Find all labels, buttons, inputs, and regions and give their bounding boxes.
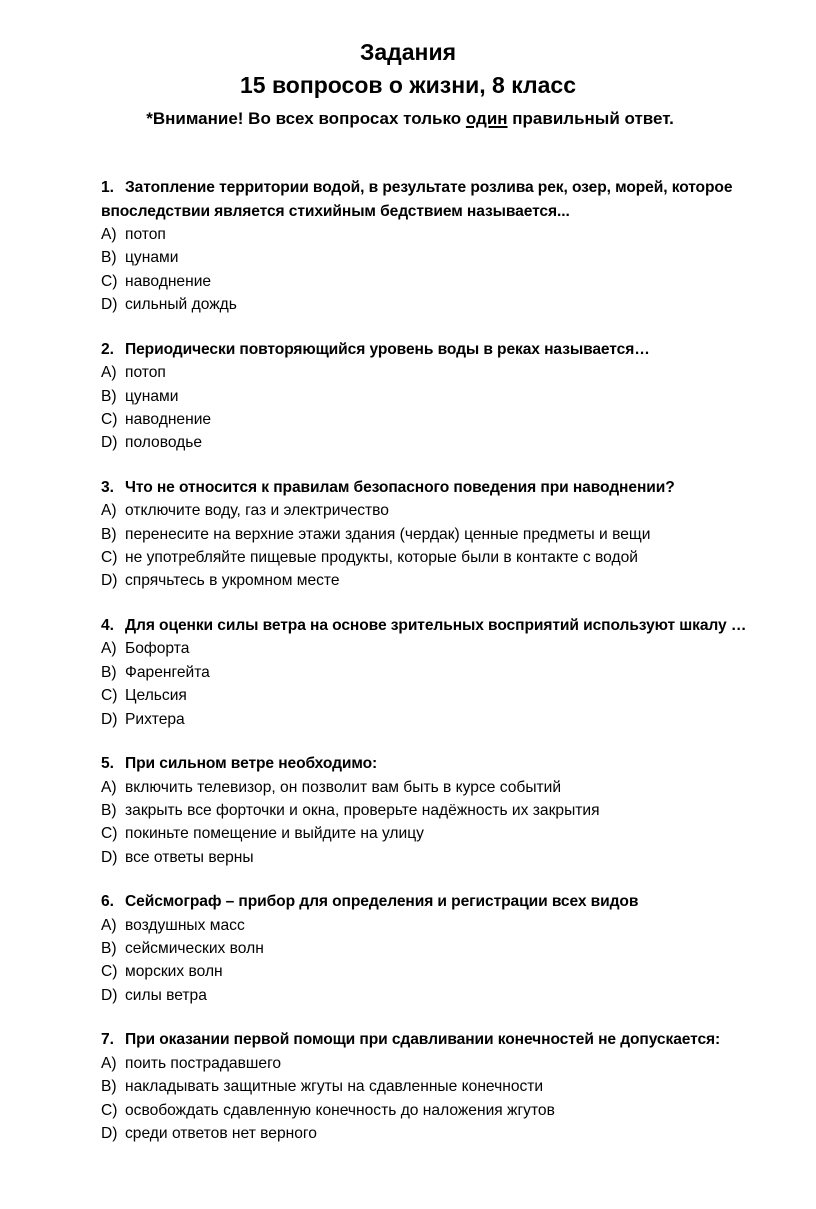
option-text: Рихтера (125, 710, 185, 728)
answer-option-a[interactable] (101, 499, 801, 522)
option-text: не употребляйте пищевые продукты, которые были в контакте с водой (125, 549, 638, 567)
question-text (101, 614, 801, 638)
answer-option-b[interactable] (101, 523, 801, 546)
answer-option-c[interactable] (101, 960, 801, 983)
answer-option-a[interactable] (101, 637, 801, 660)
option-text: покиньте помещение и выйдите на улицу (125, 825, 424, 843)
option-letter: A) (101, 364, 117, 382)
option-text: накладывать защитные жгуты на сдавленные конечности (125, 1078, 544, 1096)
option-text: потоп (125, 226, 166, 243)
answer-option-d[interactable] (101, 569, 801, 592)
document-header (0, 36, 816, 132)
option-letter: C) (101, 1101, 118, 1119)
option-letter: B) (101, 940, 117, 958)
answer-option-d[interactable] (101, 293, 801, 316)
question-body: Периодически повторяющийся уровень воды в реках называется… (125, 340, 650, 358)
question-number: 3. (101, 478, 114, 496)
answer-options (101, 499, 801, 593)
question-text (101, 752, 801, 776)
option-letter: C) (101, 963, 118, 981)
question-text (101, 890, 801, 914)
option-letter: C) (101, 410, 118, 428)
option-letter: C) (101, 825, 118, 843)
answer-option-a[interactable] (101, 1052, 801, 1075)
option-letter: C) (101, 549, 118, 567)
question-body: Что не относится к правилам безопасного поведения при наводнении? (125, 478, 675, 496)
option-letter: D) (101, 296, 118, 314)
question-6 (101, 890, 801, 1007)
question-text (101, 176, 801, 223)
question-number: 5. (101, 755, 114, 772)
option-text: морских волн (125, 963, 223, 981)
answer-options (101, 223, 801, 317)
question-number: 6. (101, 893, 114, 911)
notice-underlined-word: один (465, 109, 508, 128)
option-letter: A) (101, 1054, 117, 1072)
option-letter: D) (101, 434, 118, 452)
option-text: силы ветра (125, 986, 207, 1004)
option-text: воздушных масс (125, 916, 245, 934)
page-subtitle: 15 вопросов о жизни, 8 класс (239, 72, 576, 98)
page-title: Задания (359, 39, 457, 65)
option-text: потоп (125, 364, 166, 382)
option-text: отключите воду, газ и электричество (125, 502, 389, 520)
attention-notice (0, 106, 816, 132)
question-text (101, 1028, 801, 1052)
option-text: цунами (125, 387, 179, 405)
question-number: 4. (101, 616, 114, 634)
option-text: перенесите на верхние этажи здания (чердак) ценные предметы и вещи (125, 525, 651, 543)
question-text (101, 476, 801, 500)
option-letter: A) (101, 778, 117, 796)
option-text: спрячьтесь в укромном месте (125, 572, 340, 590)
question-list (101, 176, 801, 1166)
option-letter: B) (101, 525, 117, 543)
option-letter: A) (101, 916, 117, 934)
answer-option-b[interactable] (101, 385, 801, 408)
option-letter: B) (101, 387, 117, 405)
option-text: среди ответов нет верного (125, 1124, 317, 1142)
answer-option-a[interactable] (101, 776, 801, 799)
option-letter: D) (101, 1124, 118, 1142)
option-text: закрыть все форточки и окна, проверьте надёжность их закрытия (125, 801, 600, 819)
answer-option-d[interactable] (101, 1122, 801, 1145)
answer-option-c[interactable] (101, 546, 801, 569)
option-letter: A) (101, 226, 117, 243)
option-text: поить пострадавшего (125, 1054, 282, 1072)
answer-option-c[interactable] (101, 270, 801, 293)
option-letter: A) (101, 502, 117, 520)
option-text: цунами (125, 249, 179, 267)
answer-option-c[interactable] (101, 822, 801, 845)
question-text (101, 338, 801, 362)
question-3 (101, 476, 801, 593)
answer-options (101, 361, 801, 455)
answer-options (101, 637, 801, 731)
answer-option-b[interactable] (101, 937, 801, 960)
option-text: включить телевизор, он позволит вам быть в курсе событий (125, 778, 562, 796)
option-text: сейсмических волн (125, 940, 264, 958)
question-7 (101, 1028, 801, 1145)
question-2 (101, 338, 801, 455)
option-text: все ответы верны (125, 848, 254, 866)
answer-option-d[interactable] (101, 984, 801, 1007)
option-text: Фаренгейта (125, 663, 210, 681)
answer-option-d[interactable] (101, 846, 801, 869)
option-letter: D) (101, 986, 118, 1004)
answer-option-d[interactable] (101, 708, 801, 731)
option-text: половодье (125, 434, 203, 452)
answer-option-b[interactable] (101, 799, 801, 822)
question-4 (101, 614, 801, 731)
option-text: освобождать сдавленную конечность до наложения жгутов (125, 1101, 555, 1119)
option-letter: B) (101, 249, 117, 267)
option-letter: B) (101, 801, 117, 819)
notice-text-start: *Внимание! Во всех вопросах только (146, 109, 466, 128)
question-body: При сильном ветре необходимо: (125, 755, 378, 772)
option-letter: B) (101, 663, 117, 681)
answer-options (101, 776, 801, 870)
question-1 (101, 176, 801, 317)
answer-option-a[interactable] (101, 223, 801, 246)
question-number: 7. (101, 1031, 114, 1049)
option-text: наводнение (125, 272, 212, 290)
question-body: При оказании первой помощи при сдавливании конечностей не допускается: (125, 1031, 721, 1049)
option-letter: C) (101, 272, 118, 290)
answer-option-c[interactable] (101, 408, 801, 431)
answer-options (101, 1052, 801, 1146)
answer-option-c[interactable] (101, 684, 801, 707)
answer-option-a[interactable] (101, 914, 801, 937)
question-body: Сейсмограф – прибор для определения и регистрации всех видов (125, 893, 639, 911)
answer-option-b[interactable] (101, 1075, 801, 1098)
option-letter: B) (101, 1078, 117, 1096)
question-number: 1. (101, 179, 114, 196)
question-body: Для оценки силы ветра на основе зрительных восприятий используют шкалу … (125, 616, 747, 634)
answer-options (101, 914, 801, 1008)
notice-text-end: правильный ответ. (507, 109, 674, 128)
option-text: Цельсия (125, 687, 187, 705)
question-5 (101, 752, 801, 869)
option-letter: D) (101, 710, 118, 728)
answer-option-c[interactable] (101, 1099, 801, 1122)
option-text: сильный дождь (125, 296, 237, 314)
option-letter: C) (101, 687, 118, 705)
question-number: 2. (101, 340, 114, 358)
answer-option-b[interactable] (101, 246, 801, 269)
question-body: Затопление территории водой, в результате розлива рек, озер, морей, которое впоследствии является стихийным бедствием называется... (101, 179, 733, 220)
option-text: наводнение (125, 410, 212, 428)
answer-option-d[interactable] (101, 431, 801, 454)
answer-option-a[interactable] (101, 361, 801, 384)
option-text: Бофорта (125, 640, 190, 658)
option-letter: D) (101, 848, 118, 866)
answer-option-b[interactable] (101, 661, 801, 684)
option-letter: D) (101, 572, 118, 590)
option-letter: A) (101, 640, 117, 658)
